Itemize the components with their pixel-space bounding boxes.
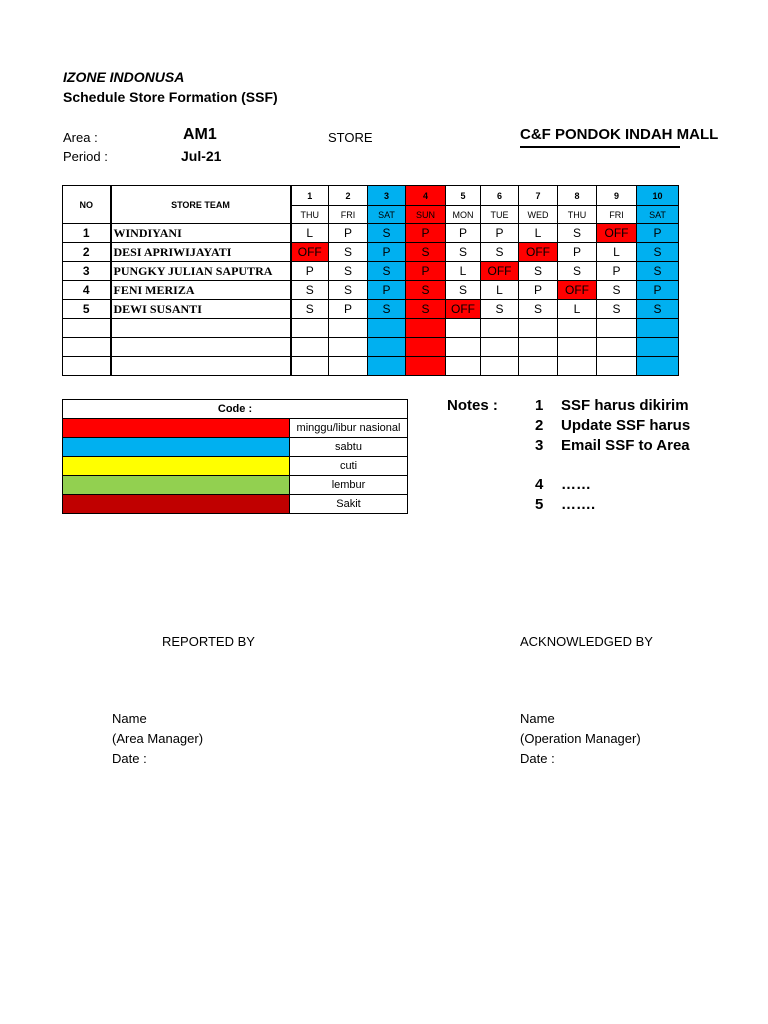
store-label: STORE xyxy=(328,130,373,145)
legend-label: Sakit xyxy=(290,495,408,514)
empty-cell xyxy=(406,357,446,376)
empty-cell xyxy=(597,357,637,376)
day-name: FRI xyxy=(329,206,368,224)
shift-cell: S xyxy=(329,281,368,300)
reported-by-label: REPORTED BY xyxy=(162,634,255,649)
shift-cell: S xyxy=(597,300,637,319)
employee-name: WINDIYANI xyxy=(111,224,291,243)
empty-cell xyxy=(481,357,519,376)
empty-row xyxy=(63,357,719,376)
empty-row xyxy=(63,319,719,338)
empty-cell xyxy=(481,338,519,357)
empty-cell xyxy=(111,338,291,357)
empty-cell xyxy=(406,319,446,338)
note-text: SSF harus dikirim xyxy=(561,397,689,414)
employee-number: 3 xyxy=(63,262,111,281)
shift-cell: L xyxy=(519,224,558,243)
empty-cell xyxy=(368,319,406,338)
notes-label: Notes : xyxy=(447,397,498,414)
shift-cell: S xyxy=(368,300,406,319)
shift-cell: P xyxy=(368,243,406,262)
employee-number: 1 xyxy=(63,224,111,243)
employee-row xyxy=(63,300,719,319)
shift-cell: L xyxy=(597,243,637,262)
shift-cell: S xyxy=(481,300,519,319)
day-name: TUE xyxy=(481,206,519,224)
legend-swatch xyxy=(63,419,290,438)
shift-cell: P xyxy=(637,224,679,243)
empty-cell xyxy=(291,357,329,376)
acknowledged-by-label: ACKNOWLEDGED BY xyxy=(520,634,653,649)
employee-name: FENI MERIZA xyxy=(111,281,291,300)
empty-cell xyxy=(63,319,111,338)
employee-name: PUNGKY JULIAN SAPUTRA xyxy=(111,262,291,281)
shift-cell: S xyxy=(406,300,446,319)
shift-cell: S xyxy=(446,281,481,300)
day-number: 6 xyxy=(481,186,519,206)
empty-cell xyxy=(637,357,679,376)
note-text: …… xyxy=(561,476,591,493)
employee-name: DESI APRIWIJAYATI xyxy=(111,243,291,262)
empty-cell xyxy=(637,338,679,357)
empty-cell xyxy=(519,338,558,357)
empty-cell xyxy=(291,338,329,357)
empty-cell xyxy=(446,357,481,376)
note-number: 4 xyxy=(535,476,544,493)
shift-cell: L xyxy=(481,281,519,300)
reporter-role: (Area Manager) xyxy=(112,731,204,746)
day-number: 5 xyxy=(446,186,481,206)
note-number: 1 xyxy=(535,397,544,414)
legend-swatch xyxy=(63,476,290,495)
shift-cell: P xyxy=(406,262,446,281)
day-number-row xyxy=(63,186,719,206)
shift-cell: OFF xyxy=(291,243,329,262)
note-text: Update SSF harus xyxy=(561,417,691,434)
day-number: 1 xyxy=(291,186,329,206)
day-name: FRI xyxy=(597,206,637,224)
empty-cell xyxy=(558,319,597,338)
shift-cell: S xyxy=(368,262,406,281)
empty-cell xyxy=(63,357,111,376)
empty-cell xyxy=(329,338,368,357)
employee-name: DEWI SUSANTI xyxy=(111,300,291,319)
shift-cell: S xyxy=(406,281,446,300)
legend-swatch xyxy=(63,438,290,457)
empty-cell xyxy=(406,338,446,357)
no-header: NO xyxy=(63,186,111,224)
store-underline xyxy=(520,146,680,148)
shift-cell: S xyxy=(446,243,481,262)
employee-number: 4 xyxy=(63,281,111,300)
shift-cell: OFF xyxy=(519,243,558,262)
legend-label: minggu/libur nasional xyxy=(290,419,408,438)
employee-number: 5 xyxy=(63,300,111,319)
empty-cell xyxy=(519,357,558,376)
shift-cell: P xyxy=(329,300,368,319)
note-number: 3 xyxy=(535,437,544,454)
store-value: C&F PONDOK INDAH MALL xyxy=(520,126,719,143)
shift-cell: P xyxy=(406,224,446,243)
employee-number: 2 xyxy=(63,243,111,262)
empty-cell xyxy=(329,357,368,376)
day-name: SAT xyxy=(637,206,679,224)
day-name: THU xyxy=(558,206,597,224)
schedule-table-wrapper xyxy=(62,185,680,381)
note-text: Email SSF to Area xyxy=(561,437,690,454)
legend-row xyxy=(63,457,408,476)
shift-cell: P xyxy=(368,281,406,300)
shift-cell: P xyxy=(291,262,329,281)
empty-cell xyxy=(446,338,481,357)
empty-cell xyxy=(597,319,637,338)
shift-cell: S xyxy=(329,262,368,281)
shift-cell: S xyxy=(637,300,679,319)
note-number: 5 xyxy=(535,496,544,513)
shift-cell: OFF xyxy=(446,300,481,319)
employee-row xyxy=(63,243,719,262)
day-name: THU xyxy=(291,206,329,224)
day-name: SUN xyxy=(406,206,446,224)
empty-cell xyxy=(558,338,597,357)
shift-cell: P xyxy=(519,281,558,300)
shift-cell: S xyxy=(637,262,679,281)
legend-row xyxy=(63,419,408,438)
empty-cell xyxy=(558,357,597,376)
shift-cell: L xyxy=(291,224,329,243)
empty-cell xyxy=(446,319,481,338)
employee-row xyxy=(63,281,719,300)
legend-title: Code : xyxy=(63,400,408,419)
shift-cell: P xyxy=(481,224,519,243)
empty-cell xyxy=(111,319,291,338)
note-text: ……. xyxy=(561,496,596,513)
shift-cell: OFF xyxy=(597,224,637,243)
shift-cell: S xyxy=(519,300,558,319)
shift-cell: OFF xyxy=(558,281,597,300)
shift-cell: S xyxy=(637,243,679,262)
day-name: SAT xyxy=(368,206,406,224)
day-number: 3 xyxy=(368,186,406,206)
acknowledger-name-label: Name xyxy=(520,711,555,726)
company-name: IZONE INDONUSA xyxy=(63,69,185,85)
legend-table xyxy=(62,399,408,514)
day-number: 2 xyxy=(329,186,368,206)
empty-cell xyxy=(329,319,368,338)
legend-label: sabtu xyxy=(290,438,408,457)
shift-cell: P xyxy=(446,224,481,243)
area-label: Area : xyxy=(63,130,98,145)
day-name: WED xyxy=(519,206,558,224)
shift-cell: S xyxy=(291,281,329,300)
shift-cell: OFF xyxy=(481,262,519,281)
employee-row xyxy=(63,224,719,243)
day-number: 8 xyxy=(558,186,597,206)
acknowledger-date-label: Date : xyxy=(520,751,555,766)
shift-cell: S xyxy=(368,224,406,243)
legend-row xyxy=(63,438,408,457)
legend-label: lembur xyxy=(290,476,408,495)
shift-cell: S xyxy=(406,243,446,262)
empty-cell xyxy=(368,357,406,376)
shift-cell: L xyxy=(446,262,481,281)
legend-swatch xyxy=(63,457,290,476)
schedule-table xyxy=(62,185,719,376)
day-number: 10 xyxy=(637,186,679,206)
empty-cell xyxy=(368,338,406,357)
acknowledger-role: (Operation Manager) xyxy=(520,731,641,746)
shift-cell: S xyxy=(481,243,519,262)
day-number: 4 xyxy=(406,186,446,206)
legend-row xyxy=(63,476,408,495)
empty-cell xyxy=(63,338,111,357)
period-value: Jul-21 xyxy=(181,148,222,164)
empty-cell xyxy=(637,319,679,338)
shift-cell: S xyxy=(519,262,558,281)
day-number: 7 xyxy=(519,186,558,206)
shift-cell: S xyxy=(558,262,597,281)
reporter-name-label: Name xyxy=(112,711,147,726)
document-title: Schedule Store Formation (SSF) xyxy=(63,89,278,105)
shift-cell: P xyxy=(597,262,637,281)
shift-cell: P xyxy=(329,224,368,243)
empty-cell xyxy=(481,319,519,338)
shift-cell: L xyxy=(558,300,597,319)
shift-cell: S xyxy=(329,243,368,262)
shift-cell: P xyxy=(637,281,679,300)
shift-cell: S xyxy=(597,281,637,300)
area-value: AM1 xyxy=(183,126,217,143)
legend-swatch xyxy=(63,495,290,514)
empty-row xyxy=(63,338,719,357)
store-team-header: STORE TEAM xyxy=(111,186,291,224)
note-number: 2 xyxy=(535,417,544,434)
empty-cell xyxy=(291,319,329,338)
period-label: Period : xyxy=(63,149,108,164)
day-number: 9 xyxy=(597,186,637,206)
empty-cell xyxy=(519,319,558,338)
shift-cell: S xyxy=(291,300,329,319)
reporter-date-label: Date : xyxy=(112,751,147,766)
legend-row xyxy=(63,495,408,514)
shift-cell: S xyxy=(558,224,597,243)
legend-label: cuti xyxy=(290,457,408,476)
empty-cell xyxy=(111,357,291,376)
day-name: MON xyxy=(446,206,481,224)
employee-row xyxy=(63,262,719,281)
empty-cell xyxy=(597,338,637,357)
shift-cell: P xyxy=(558,243,597,262)
